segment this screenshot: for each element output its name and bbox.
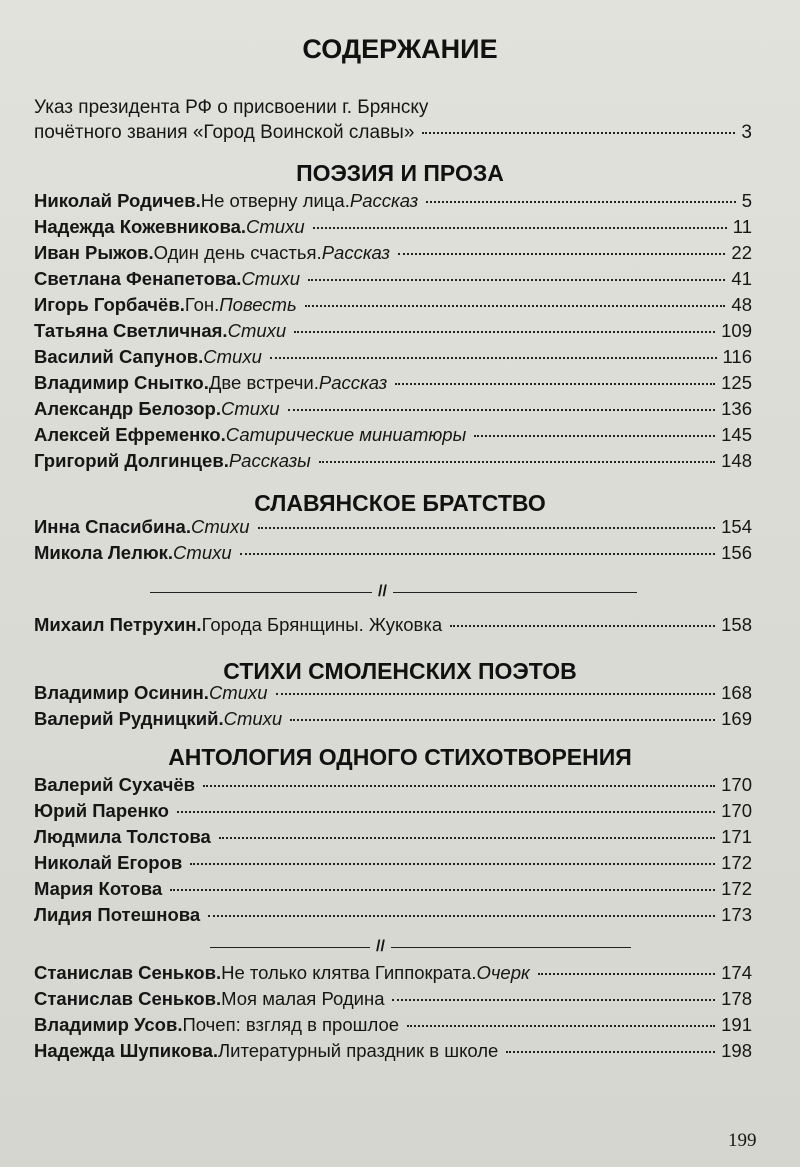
leader-dots bbox=[177, 811, 715, 813]
separator-line bbox=[210, 947, 370, 948]
work-title: Моя малая Родина bbox=[221, 988, 385, 1009]
page-number: 41 bbox=[731, 268, 752, 289]
separator-line bbox=[391, 947, 631, 948]
toc-entry bbox=[34, 372, 752, 398]
genre-label: Стихи bbox=[223, 708, 283, 729]
author-name: Инна Спасибина. bbox=[34, 516, 191, 537]
toc-entry bbox=[34, 614, 752, 640]
page-number: 125 bbox=[721, 372, 752, 393]
author-name: Станислав Сеньков. bbox=[34, 962, 222, 983]
leader-dots bbox=[474, 435, 715, 437]
toc-entry bbox=[34, 682, 752, 708]
toc-entry bbox=[34, 320, 752, 346]
author-name: Игорь Горбачёв. bbox=[34, 294, 185, 315]
separator-line bbox=[393, 592, 637, 593]
section-heading: АНТОЛОГИЯ ОДНОГО СТИХОТВОРЕНИЯ bbox=[168, 744, 632, 770]
author-name: Николай Егоров bbox=[34, 852, 183, 873]
intro-entry bbox=[34, 122, 752, 148]
toc-entry bbox=[34, 878, 752, 904]
work-title: Один день счастья. bbox=[153, 242, 322, 263]
toc-entry bbox=[34, 800, 752, 826]
leader-dots bbox=[288, 409, 716, 411]
toc-entry bbox=[34, 988, 752, 1014]
toc-entry bbox=[34, 962, 752, 988]
page-number: 169 bbox=[721, 708, 752, 729]
genre-label: Стихи bbox=[227, 320, 287, 341]
toc-entry bbox=[34, 1014, 752, 1040]
section-heading: СЛАВЯНСКОЕ БРАТСТВО bbox=[254, 490, 546, 516]
separator-mark: // bbox=[376, 938, 385, 955]
genre-label: Очерк bbox=[476, 962, 530, 983]
genre-label: Стихи bbox=[208, 682, 268, 703]
page-number: 156 bbox=[721, 542, 752, 563]
author-name: Владимир Осинин. bbox=[34, 682, 209, 703]
author-name: Людмила Толстова bbox=[34, 826, 211, 847]
leader-dots bbox=[208, 915, 715, 917]
page-number: 3 bbox=[741, 122, 752, 143]
page-number: 173 bbox=[721, 904, 752, 925]
author-name: Валерий Сухачёв bbox=[34, 774, 196, 795]
page-number: 170 bbox=[721, 800, 752, 821]
author-name: Надежда Шупикова. bbox=[34, 1040, 219, 1061]
leader-dots bbox=[392, 999, 715, 1001]
leader-dots bbox=[270, 357, 717, 359]
page-number: 158 bbox=[721, 614, 752, 635]
author-name: Иван Рыжов. bbox=[34, 242, 154, 263]
genre-label: Стихи bbox=[220, 398, 280, 419]
author-name: Валерий Рудницкий. bbox=[34, 708, 224, 729]
page-number: 170 bbox=[721, 774, 752, 795]
toc-entry bbox=[34, 774, 752, 800]
intro-line-1: Указ президента РФ о присвоении г. Брянску bbox=[34, 97, 429, 118]
leader-dots bbox=[313, 227, 727, 229]
page-number: 148 bbox=[721, 450, 752, 471]
author-name: Владимир Усов. bbox=[34, 1014, 183, 1035]
work-title: Города Брянщины. Жуковка bbox=[201, 614, 443, 635]
page-number: 136 bbox=[721, 398, 752, 419]
genre-label: Стихи bbox=[190, 516, 250, 537]
author-name: Николай Родичев. bbox=[34, 190, 201, 211]
section-heading: ПОЭЗИЯ И ПРОЗА bbox=[296, 160, 504, 186]
author-name: Светлана Фенапетова. bbox=[34, 268, 242, 289]
genre-label: Сатирические миниатюры bbox=[225, 424, 467, 445]
separator-mark: // bbox=[378, 583, 387, 600]
section-heading: СТИХИ СМОЛЕНСКИХ ПОЭТОВ bbox=[223, 658, 577, 684]
work-title: Две встречи. bbox=[208, 372, 319, 393]
leader-dots bbox=[395, 383, 715, 385]
page-number: 174 bbox=[721, 962, 752, 983]
page-number: 22 bbox=[731, 242, 752, 263]
genre-label: Рассказ bbox=[318, 372, 388, 393]
page-number: 171 bbox=[721, 826, 752, 847]
toc-entry bbox=[34, 826, 752, 852]
page-number: 191 bbox=[721, 1014, 752, 1035]
separator bbox=[210, 938, 640, 956]
page-number: 172 bbox=[721, 852, 752, 873]
genre-label: Стихи bbox=[241, 268, 301, 289]
work-title: Литературный праздник в школе bbox=[218, 1040, 499, 1061]
leader-dots bbox=[258, 527, 716, 529]
toc-entry bbox=[34, 424, 752, 450]
separator-line bbox=[150, 592, 372, 593]
genre-label: Повесть bbox=[219, 294, 297, 315]
toc-entry bbox=[34, 398, 752, 424]
page-number: 154 bbox=[721, 516, 752, 537]
author-name: Михаил Петрухин. bbox=[34, 614, 202, 635]
page-number: 168 bbox=[721, 682, 752, 703]
leader-dots bbox=[203, 785, 715, 787]
leader-dots bbox=[290, 719, 715, 721]
leader-dots bbox=[450, 625, 715, 627]
author-name: Татьяна Светличная. bbox=[34, 320, 228, 341]
genre-label: Стихи bbox=[246, 216, 305, 237]
page-number: 145 bbox=[721, 424, 752, 445]
work-title: Не только клятва Гиппократа. bbox=[221, 962, 477, 983]
toc-entry bbox=[34, 294, 752, 320]
author-name: Надежда Кожевникова. bbox=[34, 216, 247, 237]
page-number: 5 bbox=[741, 190, 752, 211]
leader-dots bbox=[422, 132, 735, 134]
page-number: 48 bbox=[731, 294, 752, 315]
leader-dots bbox=[276, 693, 716, 695]
page-number: 11 bbox=[732, 216, 752, 237]
leader-dots bbox=[170, 889, 715, 891]
toc-entry bbox=[34, 190, 752, 216]
page-number: 172 bbox=[721, 878, 752, 899]
author-name: Василий Сапунов. bbox=[34, 346, 204, 367]
genre-label: Рассказы bbox=[228, 450, 311, 471]
leader-dots bbox=[305, 305, 726, 307]
author-name: Григорий Долгинцев. bbox=[34, 450, 229, 471]
toc-entry bbox=[34, 708, 752, 734]
toc-entry bbox=[34, 542, 752, 568]
author-name: Александр Белозор. bbox=[34, 398, 221, 419]
toc-entry bbox=[34, 268, 752, 294]
toc-entry bbox=[34, 346, 752, 372]
leader-dots bbox=[319, 461, 715, 463]
work-title: Не отверну лица. bbox=[200, 190, 350, 211]
page-number: 116 bbox=[722, 346, 752, 367]
page-folio: 199 bbox=[728, 1130, 757, 1151]
leader-dots bbox=[308, 279, 725, 281]
page-number: 198 bbox=[721, 1040, 752, 1061]
page-number: 178 bbox=[721, 988, 752, 1009]
leader-dots bbox=[219, 837, 715, 839]
author-name: Микола Лелюк. bbox=[34, 542, 174, 563]
leader-dots bbox=[190, 863, 715, 865]
toc-entry bbox=[34, 450, 752, 476]
work-title: Гон. bbox=[184, 294, 220, 315]
page-number: 109 bbox=[721, 320, 752, 341]
author-name: Юрий Паренко bbox=[34, 800, 169, 821]
genre-label: Рассказ bbox=[349, 190, 419, 211]
toc-entry bbox=[34, 904, 752, 930]
leader-dots bbox=[426, 201, 735, 203]
toc-entry bbox=[34, 242, 752, 268]
separator bbox=[150, 583, 648, 601]
toc-entry bbox=[34, 852, 752, 878]
genre-label: Рассказ bbox=[321, 242, 391, 263]
leader-dots bbox=[407, 1025, 715, 1027]
author-name: Станислав Сеньков. bbox=[34, 988, 222, 1009]
work-title: Почеп: взгляд в прошлое bbox=[182, 1014, 400, 1035]
intro-line-2: почётного звания «Город Воинской славы» bbox=[34, 122, 415, 143]
author-name: Владимир Снытко. bbox=[34, 372, 209, 393]
leader-dots bbox=[240, 553, 715, 555]
page-title: СОДЕРЖАНИЕ bbox=[302, 34, 498, 64]
genre-label: Стихи bbox=[173, 542, 232, 563]
author-name: Лидия Потешнова bbox=[34, 904, 201, 925]
author-name: Мария Котова bbox=[34, 878, 163, 899]
leader-dots bbox=[398, 253, 725, 255]
toc-entry bbox=[34, 216, 752, 242]
toc-entry bbox=[34, 516, 752, 542]
leader-dots bbox=[294, 331, 715, 333]
genre-label: Стихи bbox=[203, 346, 262, 367]
author-name: Алексей Ефременко. bbox=[34, 424, 226, 445]
toc-entry bbox=[34, 1040, 752, 1066]
leader-dots bbox=[538, 973, 715, 975]
leader-dots bbox=[506, 1051, 715, 1053]
